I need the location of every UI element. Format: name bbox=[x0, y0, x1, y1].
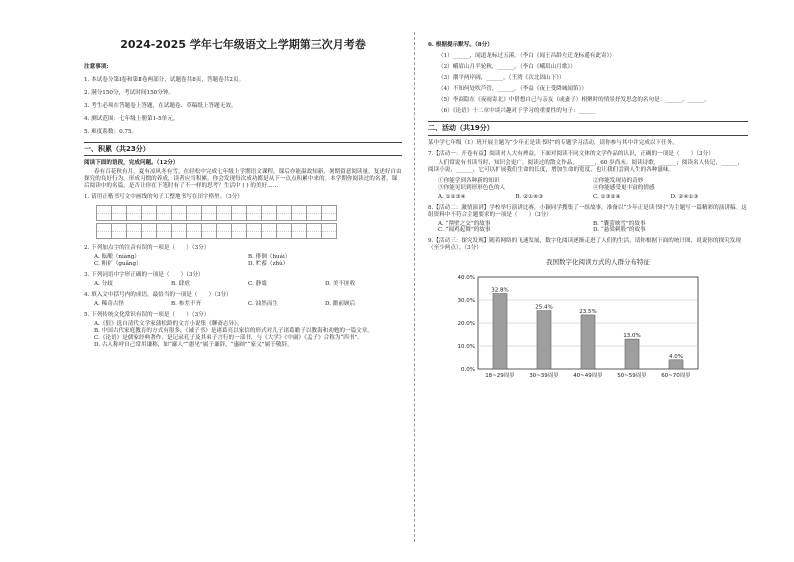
reading-passage: 春有百花秋有月，夏有凉风冬有雪。在轻松中完成七年级上学期语文课程，课后亦能温故知新，暑期留意阅读量，复述好自由探究的良好行为，形成习惯的养成，读者应当积累。你会发现每次成功都是从下一点点积累中来的。本学期你阅读过的名著，课后阅读中的名篇，是否让你在下笔时有了不一样的思考？生活中 ( ) 的美好…… bbox=[84, 169, 402, 190]
question-1: 1. 请用正楷书写文中画线的句子工整地书写在田字格里。（3分） bbox=[84, 194, 243, 201]
option[interactable]: A. ①②③④ bbox=[438, 193, 466, 200]
option[interactable]: D. 瞻前顾后 bbox=[325, 301, 356, 308]
bar bbox=[625, 339, 639, 369]
bar-chart bbox=[448, 258, 748, 391]
option[interactable]: C. 油然而生 bbox=[248, 301, 279, 308]
left-column bbox=[84, 30, 402, 349]
recite-line[interactable]: （3）潮平两岸阔，______。（王湾《次北固山下》） bbox=[438, 74, 565, 81]
statement: ①你能学到各种新的知识 bbox=[438, 177, 500, 184]
tianzige-grid[interactable] bbox=[96, 205, 402, 221]
question-9: 9.【活动三：探究发现】随着网络的飞速发展，数字化阅读逐渐走进了人们的生活，请你根据下面的统计图，说说你的探究发现（至少两点）。（3分） bbox=[428, 238, 741, 252]
recite-line[interactable]: （1）______，闻道龙标过五溪。（李白《闻王昌龄左迁龙标遥有此寄》） bbox=[438, 52, 615, 59]
section-heading-activity: 二、活动（共19分） bbox=[428, 121, 748, 136]
recite-line[interactable]: （2）峨眉山月半轮秋，______。（李白《峨眉山月歌》） bbox=[438, 63, 576, 70]
notice-block bbox=[84, 64, 402, 136]
option[interactable]: B. 徘徊（huái） bbox=[248, 254, 291, 261]
activity-intro: 某中学七年级（1）班开展主题为“少年正是读书时”的专题学习活动，请你参与其中并完成以下任务。 bbox=[428, 139, 678, 146]
question-2-options bbox=[94, 254, 402, 268]
data-label: 4.0% bbox=[669, 353, 683, 360]
question-3: 3. 下列词语中字形正确的一项是（ ）（3分） bbox=[84, 272, 204, 279]
question-4: 4. 填入文中括号内的成语，最恰当的一项是（ ）（3分） bbox=[84, 292, 232, 299]
recite-line[interactable]: （4）不知何处吹芦管，______。（李益《夜上受降城闻笛》） bbox=[438, 85, 587, 92]
x-tick-label: 60~70周岁 bbox=[661, 372, 691, 379]
question-7-body: 人们常说有书读当时，知识会更广。阅读过的散文作品，______，60 岁尚未。阅读诗歌，______；阅读名人传记，______，阅读小说，______，它可以扩展我们生命的长度，增加生命的宽度，也让我们尝到人生的各种滋味。 bbox=[428, 159, 744, 173]
data-label: 25.4% bbox=[535, 304, 553, 311]
bar bbox=[537, 310, 551, 368]
question-7-statements bbox=[438, 178, 748, 192]
option[interactable]: D. 美不匪收 bbox=[325, 281, 356, 288]
option[interactable]: A. 分歧 bbox=[94, 281, 113, 288]
option[interactable]: C. ①③②④ bbox=[593, 193, 621, 200]
notice-heading: 注意事项: bbox=[84, 63, 109, 70]
option[interactable]: C.《论语》是儒家经典著作，是记录孔子及其弟子言行的一部书，与《大学》《中庸》《孟子》合称为“四书”。 bbox=[94, 335, 363, 342]
statement: ④你能感受更丰富的情感 bbox=[593, 184, 655, 191]
bar bbox=[581, 315, 595, 369]
notice-item: 3. 考生必须在答题卷上答题，在试题卷、草稿纸上答题无效。 bbox=[84, 102, 237, 109]
recite-line[interactable]: （6）《论语》十二章中谈兴趣对于学习的重要性的句子：______ bbox=[438, 107, 596, 114]
recite-line[interactable]: （5）李商隐在《夜雨寄北》中借想自己与亲友（或妻子）相聚时的情景抒发思念的名句是：______，______。 bbox=[438, 96, 711, 103]
question-7-choices bbox=[438, 194, 748, 201]
option[interactable]: D. 贮蓄（zhù） bbox=[248, 261, 289, 268]
option[interactable]: B. 中国古代家庭教育的方式有很多，《诫子书》是诸葛亮以家信的形式对儿子诸葛瞻子以教诲和劝勉的一篇文章。 bbox=[94, 328, 373, 335]
chart-svg bbox=[448, 269, 708, 389]
x-tick-label: 30~39周岁 bbox=[529, 372, 559, 379]
option[interactable]: D. 古人称呼自己常用谦称，如“鄙人”“愚见”属于谦辞，“惠顾”“家父”属于敬辞。 bbox=[94, 342, 293, 349]
section-heading-accumulation: 一、积累（共23分） bbox=[84, 142, 402, 157]
data-label: 13.0% bbox=[623, 332, 641, 339]
page-title: 2024-2025 学年七年级语文上学期第三次月考卷 bbox=[120, 38, 366, 51]
question-5: 5. 下列传统文化常识有误的一项是（ ）（3分） bbox=[84, 312, 210, 319]
question-4-options bbox=[94, 301, 402, 308]
option[interactable]: B. 参差不齐 bbox=[171, 301, 202, 308]
bar bbox=[669, 359, 683, 368]
notice-item: 1. 本试卷分第Ⅰ卷和第Ⅱ卷两部分，试题卷共8页，答题卷共2页。 bbox=[84, 76, 245, 83]
question-7: 7.【活动一：开卷有益】阅读对人大有裨益，下面对阅读不同文体的文学作品的认识，正确的一项是（ ）（3分） bbox=[428, 150, 714, 157]
option[interactable]: A.《狼》选自清代文学家蒲松龄的文言小说集《聊斋志异》。 bbox=[94, 321, 243, 328]
option[interactable]: B. ②①④③ bbox=[515, 193, 544, 200]
question-5-options bbox=[94, 321, 402, 349]
chart-title: 我国数字化阅读方式的人群分布特征 bbox=[546, 258, 650, 267]
option[interactable]: C. “闻鸡起舞”的故事 bbox=[438, 227, 491, 234]
option[interactable]: D. “悬梁刺股”的故事 bbox=[593, 227, 646, 234]
x-tick-label: 40~49周岁 bbox=[573, 372, 603, 379]
tianzige-grid[interactable] bbox=[96, 223, 402, 239]
option[interactable]: B. “囊萤映雪”的故事 bbox=[593, 220, 646, 227]
bar bbox=[493, 293, 507, 368]
option[interactable]: C. 静谧 bbox=[248, 281, 267, 288]
option[interactable]: A. 稀奇古怪 bbox=[94, 301, 124, 308]
reading-heading: 阅读下面的语段，完成问题。（12分） bbox=[84, 160, 179, 167]
option[interactable]: D. ②④①③ bbox=[670, 193, 699, 200]
y-tick-label: 30.0% bbox=[457, 297, 475, 304]
y-tick-label: 40.0% bbox=[457, 274, 475, 281]
question-8-options bbox=[438, 221, 748, 235]
question-6: 6. 根据提示默写。（8分） bbox=[428, 42, 493, 48]
notice-item: 5. 难度系数：0.75。 bbox=[84, 128, 138, 135]
question-2: 2. 下列加点字的注音有误的一项是（ ）（3分） bbox=[84, 245, 210, 252]
option[interactable]: B. 肆虐 bbox=[171, 281, 190, 288]
x-tick-label: 50~59周岁 bbox=[617, 372, 647, 379]
notice-item: 2. 满分150分，考试时间150分钟。 bbox=[84, 89, 175, 96]
data-label: 32.8% bbox=[491, 287, 509, 294]
question-8: 8.【活动二：激情演讲】学校举行演讲比赛，小颖同学搜集了一组故事，准备以“少年正是读书时”为主题写一篇精彩的演讲稿。这组资料中不符合主题要求的一项是（ ）（3分） bbox=[428, 204, 747, 218]
right-column bbox=[428, 38, 748, 392]
x-tick-label: 18~29周岁 bbox=[485, 372, 515, 379]
question-3-options bbox=[94, 281, 402, 288]
y-tick-label: 20.0% bbox=[457, 320, 475, 327]
column-divider bbox=[414, 32, 415, 542]
option[interactable]: A. 酝酿（niàng） bbox=[94, 254, 140, 261]
notice-item: 4. 测试范围：七年级上册第1-5单元。 bbox=[84, 115, 179, 122]
data-label: 23.5% bbox=[579, 308, 597, 315]
statement: ③你能见识到形形色色的人 bbox=[438, 184, 506, 191]
y-tick-label: 10.0% bbox=[457, 343, 475, 350]
option[interactable]: A. “凿壁之交”的故事 bbox=[438, 220, 491, 227]
y-tick-label: 0.0% bbox=[461, 366, 475, 373]
option[interactable]: C. 粗犷（guǎng） bbox=[94, 261, 142, 268]
statement: ②你能发现诗的奇妙 bbox=[593, 177, 644, 184]
